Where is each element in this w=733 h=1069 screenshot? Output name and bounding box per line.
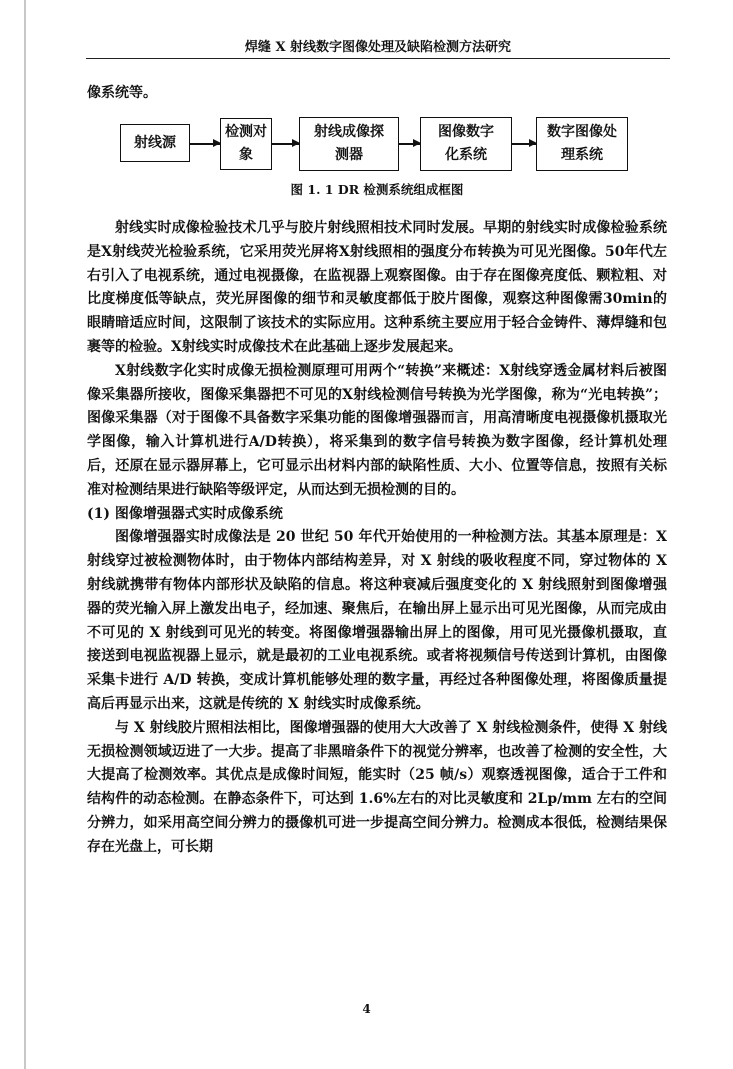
box-ray-source: 射线源 (120, 124, 190, 162)
box-image-digitization: 图像数字化系统 (420, 117, 512, 171)
paragraph-3: 图像增强器实时成像法是 20 世纪 50 年代开始使用的一种检测方法。其基本原理是：X 射线穿过被检测物体时，由于物体内部结构差异，对 X 射线的吸收程度不同，穿过物体的 X 射线就携带有物体内部形状及缺陷的信息。将这种衰减后强度变化的 X 射线照射到图像增强器的荧光输入屏上激发出电子，经加速、聚焦后，在输出屏上显示出可见光图像，从而完成由不可见的 X 射线到可见光的转变。将图像增强器输出屏上的图像，用可见光摄像机摄取，直接送到电视监视器上显示，就是最初的工业电视系统。或者将视频信号传送到计算机，由图像采集卡进行 A/D 转换，变成计算机能够处理的数字量，再经过各种图像处理，将图像质量提高后再显示出来，这就是传统的 X 射线实时成像系统。 (87, 529, 667, 712)
paragraph-1: 射线实时成像检验技术几乎与胶片射线照相技术同时发展。早期的射线实时成像检验系统是X射线荧光检验系统，它采用荧光屏将X射线照相的强度分布转换为可见光图像。50年代左右引入了电视系统，通过电视摄像，在监视器上观察图像。由于存在图像亮度低、颗粒粗、对比度梯度低等缺点，荧光屏图像的细节和灵敏度都低于胶片图像，观察这种图像需30min的眼睛暗适应时间，这限制了该技术的实际应用。这种系统主要应用于轻合金铸件、薄焊缝和包裹等的检验。X射线实时成像技术在此基础上逐步发展起来。 (87, 220, 667, 355)
arrow-3 (399, 143, 420, 145)
arrow-2 (272, 143, 299, 145)
scan-margin-line (24, 0, 26, 1069)
page-number: 4 (362, 1002, 371, 1016)
paragraph-4: 与 X 射线胶片照相法相比，图像增强器的使用大大改善了 X 射线检测条件，使得 X 射线无损检测领域迈进了一大步。提高了非黑暗条件下的视觉分辨率，也改善了检测的安全性，大大提高了检测效率。其优点是成像时间短，能实时（25 帧/s）观察透视图像，适合于工件和结构件的动态检测。在静态条件下，可达到 1.6%左右的对比灵敏度和 2Lp/mm 左右的空间分辨力，如采用高空间分辨力的摄像机可进一步提高空间分辨力。检测成本很低，检测结果保存在光盘上，可长期 (87, 719, 667, 855)
arrow-4 (512, 143, 536, 145)
intro-line: 像系统等。 (87, 85, 157, 101)
paragraph-2: X射线数字化实时成像无损检测原理可用两个“转换”来概述：X射线穿透金属材料后被图像采集器所接收，图像采集器把不可见的X射线检测信号转换为光学图像，称为“光电转换”；图像采集器（对于图像不具备数字采集功能的图像增强器而言，用高清晰度电视摄像机摄取光学图像，输入计算机进行A/D转换），将采集到的数字信号转换为数字图像，经计算机处理后，还原在显示器屏幕上，它可显示出材料内部的缺陷性质、大小、位置等信息，按照有关标准对检测结果进行缺陷等级评定，从而达到无损检测的目的。 (87, 362, 667, 498)
body-text (87, 217, 667, 860)
box-inspected-object: 检测对象 (220, 118, 272, 170)
box-imaging-detector: 射线成像探测器 (299, 117, 399, 171)
intro-text (87, 82, 667, 106)
running-header: 焊缝 X 射线数字图像处理及缺陷检测方法研究 (86, 36, 670, 59)
figure-caption: 图 1. 1 DR 检测系统组成框图 (290, 182, 464, 197)
box-image-processing: 数字图像处理系统 (536, 117, 628, 171)
section-heading: (1) 图像增强器式实时成像系统 (87, 505, 283, 522)
arrow-1 (190, 143, 220, 145)
